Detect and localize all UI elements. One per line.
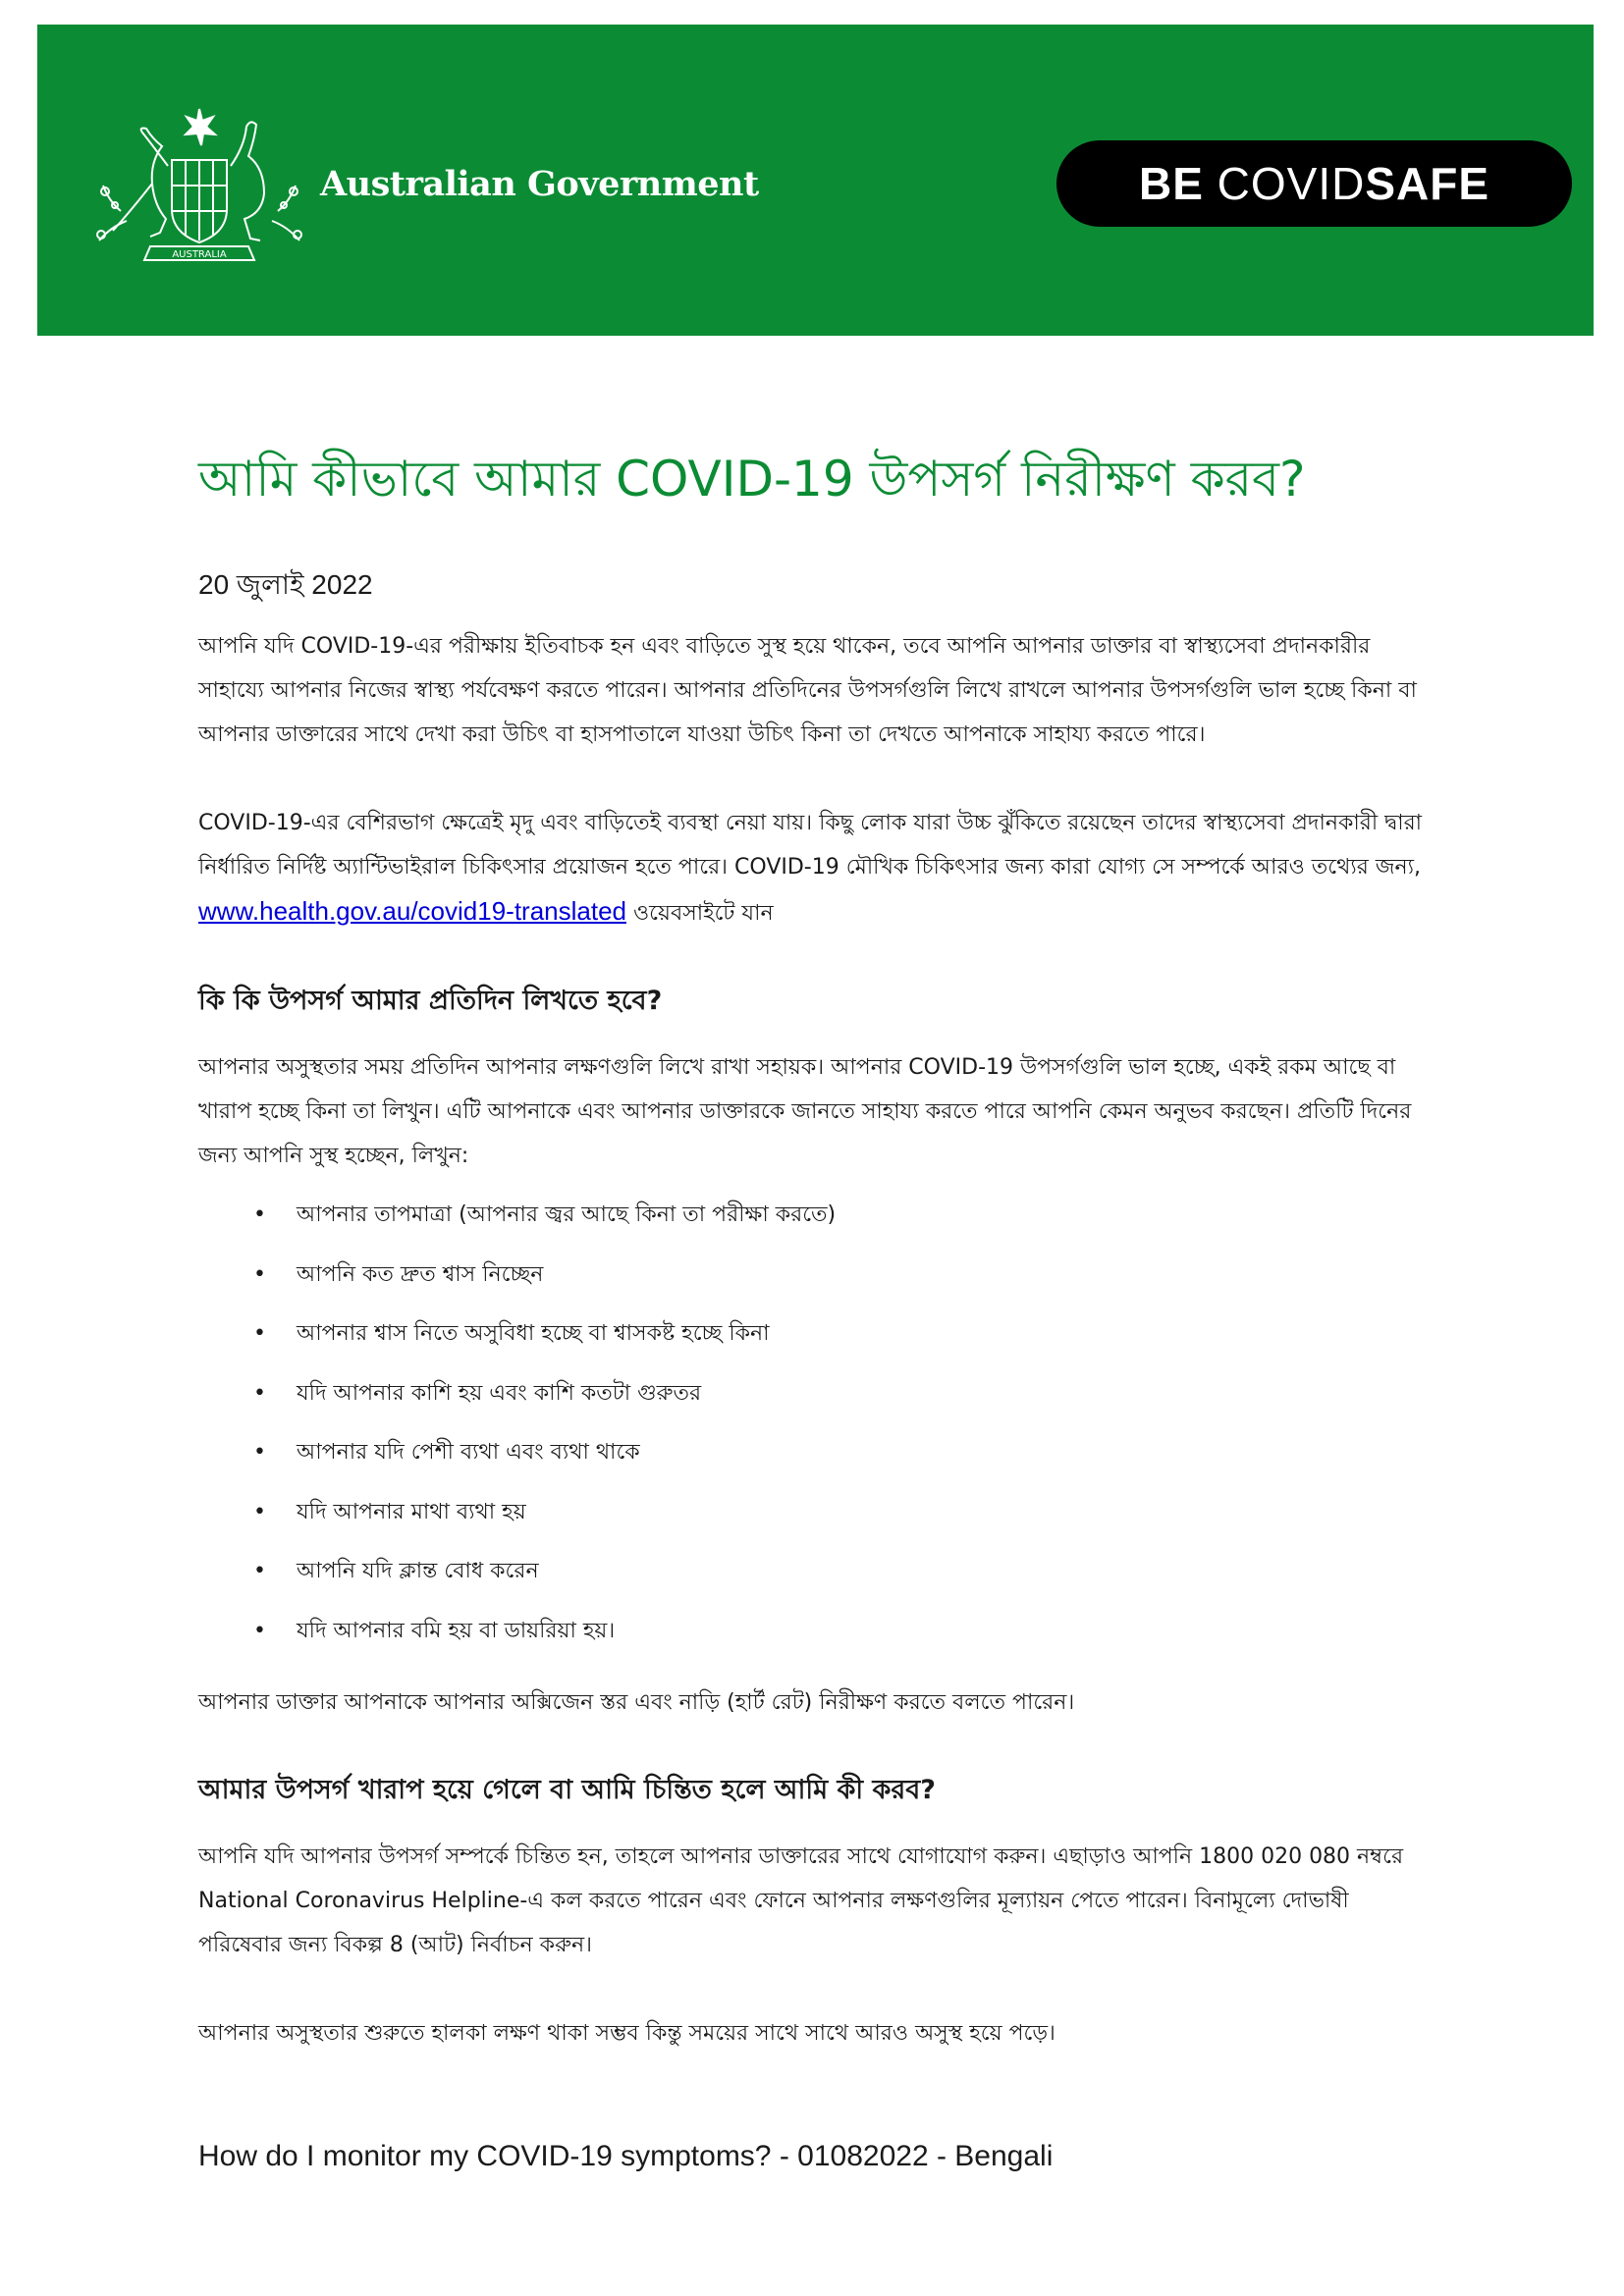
document-body xyxy=(198,432,1435,2056)
antiviral-paragraph xyxy=(198,801,1435,935)
list-item-text: যদি আপনার কাশি হয় এবং কাশি কতটা গুরুতর xyxy=(297,1380,702,1406)
list-item-text: আপনি যদি ক্লান্ত বোধ করেন xyxy=(297,1559,539,1583)
intro-paragraph: আপনি যদি COVID-19-এর পরীক্ষায় ইতিবাচক হন এবং বাড়িতে সুস্থ হয়ে থাকেন, তবে আপনি আপনার ডাক্তার বা স্বাস্থ্যসেবা প্রদানকারীর সাহায্যে আপনার নিজের স্বাস্থ্য পর্যবেক্ষণ করতে পারেন। আপনার প্রতিদিনের উপসর্গগুলি লিখে রাখলে আপনার উপসর্গগুলি ভাল হচ্ছে কিনা বা আপনার ডাক্তারের সাথে দেখা করা উচিৎ বা হাসপাতালে যাওয়া উচিৎ কিনা তা দেখতে আপনাকে সাহায্য করতে পারে। xyxy=(198,634,1417,747)
header-banner xyxy=(37,25,1594,336)
government-name: Australian Government xyxy=(320,164,759,204)
bullet-icon: • xyxy=(253,1202,266,1227)
list-item xyxy=(198,1602,1435,1662)
bullet-icon: • xyxy=(253,1618,266,1643)
page-title: আমি কীভাবে আমার COVID-19 উপসর্গ নিরীক্ষণ করব? xyxy=(198,451,1306,507)
list-item-text: যদি আপনার বমি হয় বা ডায়রিয়া হয়। xyxy=(297,1618,616,1643)
helpline-paragraph: আপনি যদি আপনার উপসর্গ সম্পর্কে চিন্তিত হন, তাহলে আপনার ডাক্তারের সাথে যোগাযোগ করুন। এছাড়াও আপনি 1800 020 080 নম্বরে National Coronavirus Helpline-এ কল করতে পারেন এবং ফোনে আপনার লক্ষণগুলির মূল্যায়ন পেতে পারেন। বিনামূল্যে দোভাষী পরিষেবার জন্য বিকল্প 8 (আট) নির্বাচন করুন। xyxy=(198,1844,1404,1957)
list-item xyxy=(198,1364,1435,1424)
oxygen-paragraph: আপনার ডাক্তার আপনাকে আপনার অক্সিজেন স্তর এবং নাড়ি (হার্ট রেট) নিরীক্ষণ করতে বলতে পারেন। xyxy=(198,1690,1075,1715)
daily-symptoms-intro: আপনার অসুস্থতার সময় প্রতিদিন আপনার লক্ষণগুলি লিখে রাখা সহায়ক। আপনার COVID-19 উপসর্গগুলি ভাল হচ্ছে, একই রকম আছে বা খারাপ হচ্ছে কিনা তা লিখুন। এটি আপনাকে এবং আপনার ডাক্তারকে জানতে সাহায্য করতে পারে আপনি কেমন অনুভব করছেন। প্রতিটি দিনের জন্য আপনি সুস্থ হচ্ছেন, লিখুন: xyxy=(198,1055,1412,1168)
bullet-icon: • xyxy=(253,1440,266,1465)
be-covidsafe-badge xyxy=(1056,140,1572,227)
list-item xyxy=(198,1305,1435,1364)
antiviral-text-end: ওয়েবসাইটে যান xyxy=(626,901,774,926)
publish-date: 20 জুলাই 2022 xyxy=(198,569,373,600)
coat-of-arms-icon xyxy=(91,103,307,280)
list-item xyxy=(198,1483,1435,1543)
progression-paragraph: আপনার অসুস্থতার শুরুতে হালকা লক্ষণ থাকা সম্ভব কিন্তু সময়ের সাথে সাথে আরও অসুস্থ হয়ে পড়ে। xyxy=(198,2021,1056,2046)
document-footer: How do I monitor my COVID-19 symptoms? - 01082022 - Bengali xyxy=(198,2140,1054,2172)
section-heading-daily-symptoms: কি কি উপসর্গ আমার প্রতিদিন লিখতে হবে? xyxy=(198,986,663,1016)
bullet-icon: • xyxy=(253,1499,266,1524)
antiviral-text: COVID-19-এর বেশিরভাগ ক্ষেত্রেই মৃদু এবং বাড়িতেই ব্যবস্থা নেয়া যায়। কিছু লোক যারা উচ্চ ঝুঁকিতে রয়েছেন তাদের স্বাস্থ্যসেবা প্রদানকারী দ্বারা নির্ধারিত নির্দিষ্ট অ্যান্টিভাইরাল চিকিৎসার প্রয়োজন হতে পারে। COVID-19 মৌখিক চিকিৎসার জন্য কারা যোগ্য সে সম্পর্কে আরও তথ্যের জন্য, xyxy=(198,811,1423,880)
list-item-text: আপনার শ্বাস নিতে অসুবিধা হচ্ছে বা শ্বাসকষ্ট হচ্ছে কিনা xyxy=(297,1321,770,1346)
symptoms-list xyxy=(198,1186,1435,1661)
health-website-link[interactable]: www.health.gov.au/covid19-translated xyxy=(198,896,626,926)
bullet-icon: • xyxy=(253,1261,266,1287)
bullet-icon: • xyxy=(253,1380,266,1406)
list-item-text: আপনার তাপমাত্রা (আপনার জ্বর আছে কিনা তা পরীক্ষা করতে) xyxy=(297,1202,837,1227)
list-item xyxy=(198,1542,1435,1602)
list-item xyxy=(198,1186,1435,1246)
list-item-text: আপনি কত দ্রুত শ্বাস নিচ্ছেন xyxy=(297,1261,544,1287)
badge-safe: SAFE xyxy=(1365,158,1490,209)
badge-covid: COVID xyxy=(1217,158,1366,209)
list-item-text: আপনার যদি পেশী ব্যথা এবং ব্যথা থাকে xyxy=(297,1440,640,1465)
list-item-text: যদি আপনার মাথা ব্যথা হয় xyxy=(297,1499,526,1524)
bullet-icon: • xyxy=(253,1559,266,1583)
crest-scroll-text: AUSTRALIA xyxy=(172,249,227,260)
section-heading-worse-symptoms: আমার উপসর্গ খারাপ হয়ে গেলে বা আমি চিন্তিত হলে আমি কী করব? xyxy=(198,1775,936,1805)
badge-be: BE xyxy=(1138,158,1218,209)
list-item xyxy=(198,1246,1435,1306)
list-item xyxy=(198,1423,1435,1483)
bullet-icon: • xyxy=(253,1321,266,1346)
